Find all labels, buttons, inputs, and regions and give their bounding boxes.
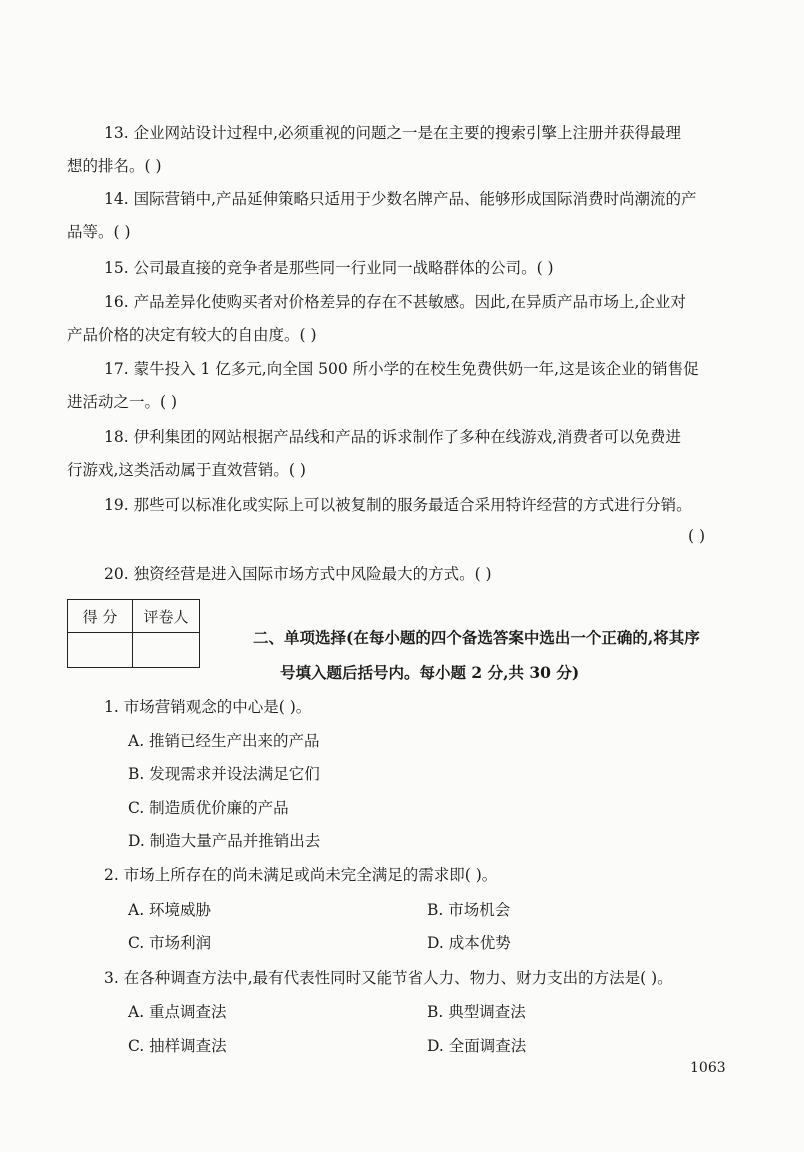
question-14-line1: 14. 国际营销中,产品延伸策略只适用于少数名牌产品、能够形成国际消费时尚潮流的产 (104, 190, 697, 208)
question-16-line2: 产品价格的决定有较大的自由度。( ) (67, 326, 317, 344)
mc-q2-option-a: A. 环境威胁 (128, 901, 212, 919)
mc-question-1: 1. 市场营销观念的中心是( )。 (104, 698, 312, 716)
mc-q3-option-a: A. 重点调查法 (128, 1003, 227, 1021)
score-label: 得 分 (68, 600, 133, 633)
question-17-line1: 17. 蒙牛投入 1 亿多元,向全国 500 所小学的在校生免费供奶一年,这是该企业的销售促 (104, 360, 699, 378)
mc-q3-option-b: B. 典型调查法 (427, 1003, 526, 1021)
question-14-line2: 品等。( ) (67, 223, 131, 241)
section-title-line1: 二、单项选择(在每小题的四个备选答案中选出一个正确的,将其序 (253, 628, 700, 647)
mc-q2-option-c: C. 市场利润 (128, 934, 212, 952)
question-19-bracket: ( ) (688, 527, 706, 545)
mc-question-2: 2. 市场上所存在的尚未满足或尚未完全满足的需求即( )。 (104, 866, 498, 884)
question-13-line1: 13. 企业网站设计过程中,必须重视的问题之一是在主要的搜索引擎上注册并获得最理 (104, 124, 682, 142)
mc-q1-option-b: B. 发现需求并设法满足它们 (128, 765, 320, 783)
grader-cell (133, 633, 200, 668)
mc-q1-option-c: C. 制造质优价廉的产品 (128, 799, 289, 817)
question-17-line2: 进活动之一。( ) (67, 393, 178, 411)
question-15: 15. 公司最直接的竞争者是那些同一行业同一战略群体的公司。( ) (104, 259, 554, 277)
score-table (67, 599, 200, 668)
page-number: 1063 (690, 1060, 726, 1076)
mc-question-3: 3. 在各种调查方法中,最有代表性同时又能节省人力、物力、财力支出的方法是( )。 (104, 969, 673, 987)
mc-q3-option-c: C. 抽样调查法 (128, 1037, 227, 1055)
mc-q1-option-a: A. 推销已经生产出来的产品 (128, 732, 320, 750)
question-16-line1: 16. 产品差异化使购买者对价格差异的存在不甚敏感。因此,在异质产品市场上,企业对 (104, 293, 686, 311)
mc-q3-option-d: D. 全面调查法 (427, 1037, 527, 1055)
mc-q2-option-d: D. 成本优势 (427, 934, 511, 952)
question-13-line2: 想的排名。( ) (67, 157, 162, 175)
section-title-line2: 号填入题后括号内。每小题 2 分,共 30 分) (280, 663, 580, 682)
question-18-line1: 18. 伊利集团的网站根据产品线和产品的诉求制作了多种在线游戏,消费者可以免费进 (104, 428, 682, 446)
mc-q1-option-d: D. 制造大量产品并推销出去 (128, 832, 321, 850)
question-18-line2: 行游戏,这类活动属于直效营销。( ) (67, 461, 306, 479)
question-20: 20. 独资经营是进入国际市场方式中风险最大的方式。( ) (104, 565, 492, 583)
score-cell (68, 633, 133, 668)
grader-label: 评卷人 (133, 600, 200, 633)
question-19-line1: 19. 那些可以标准化或实际上可以被复制的服务最适合采用特许经营的方式进行分销。 (104, 496, 692, 514)
mc-q2-option-b: B. 市场机会 (427, 901, 511, 919)
